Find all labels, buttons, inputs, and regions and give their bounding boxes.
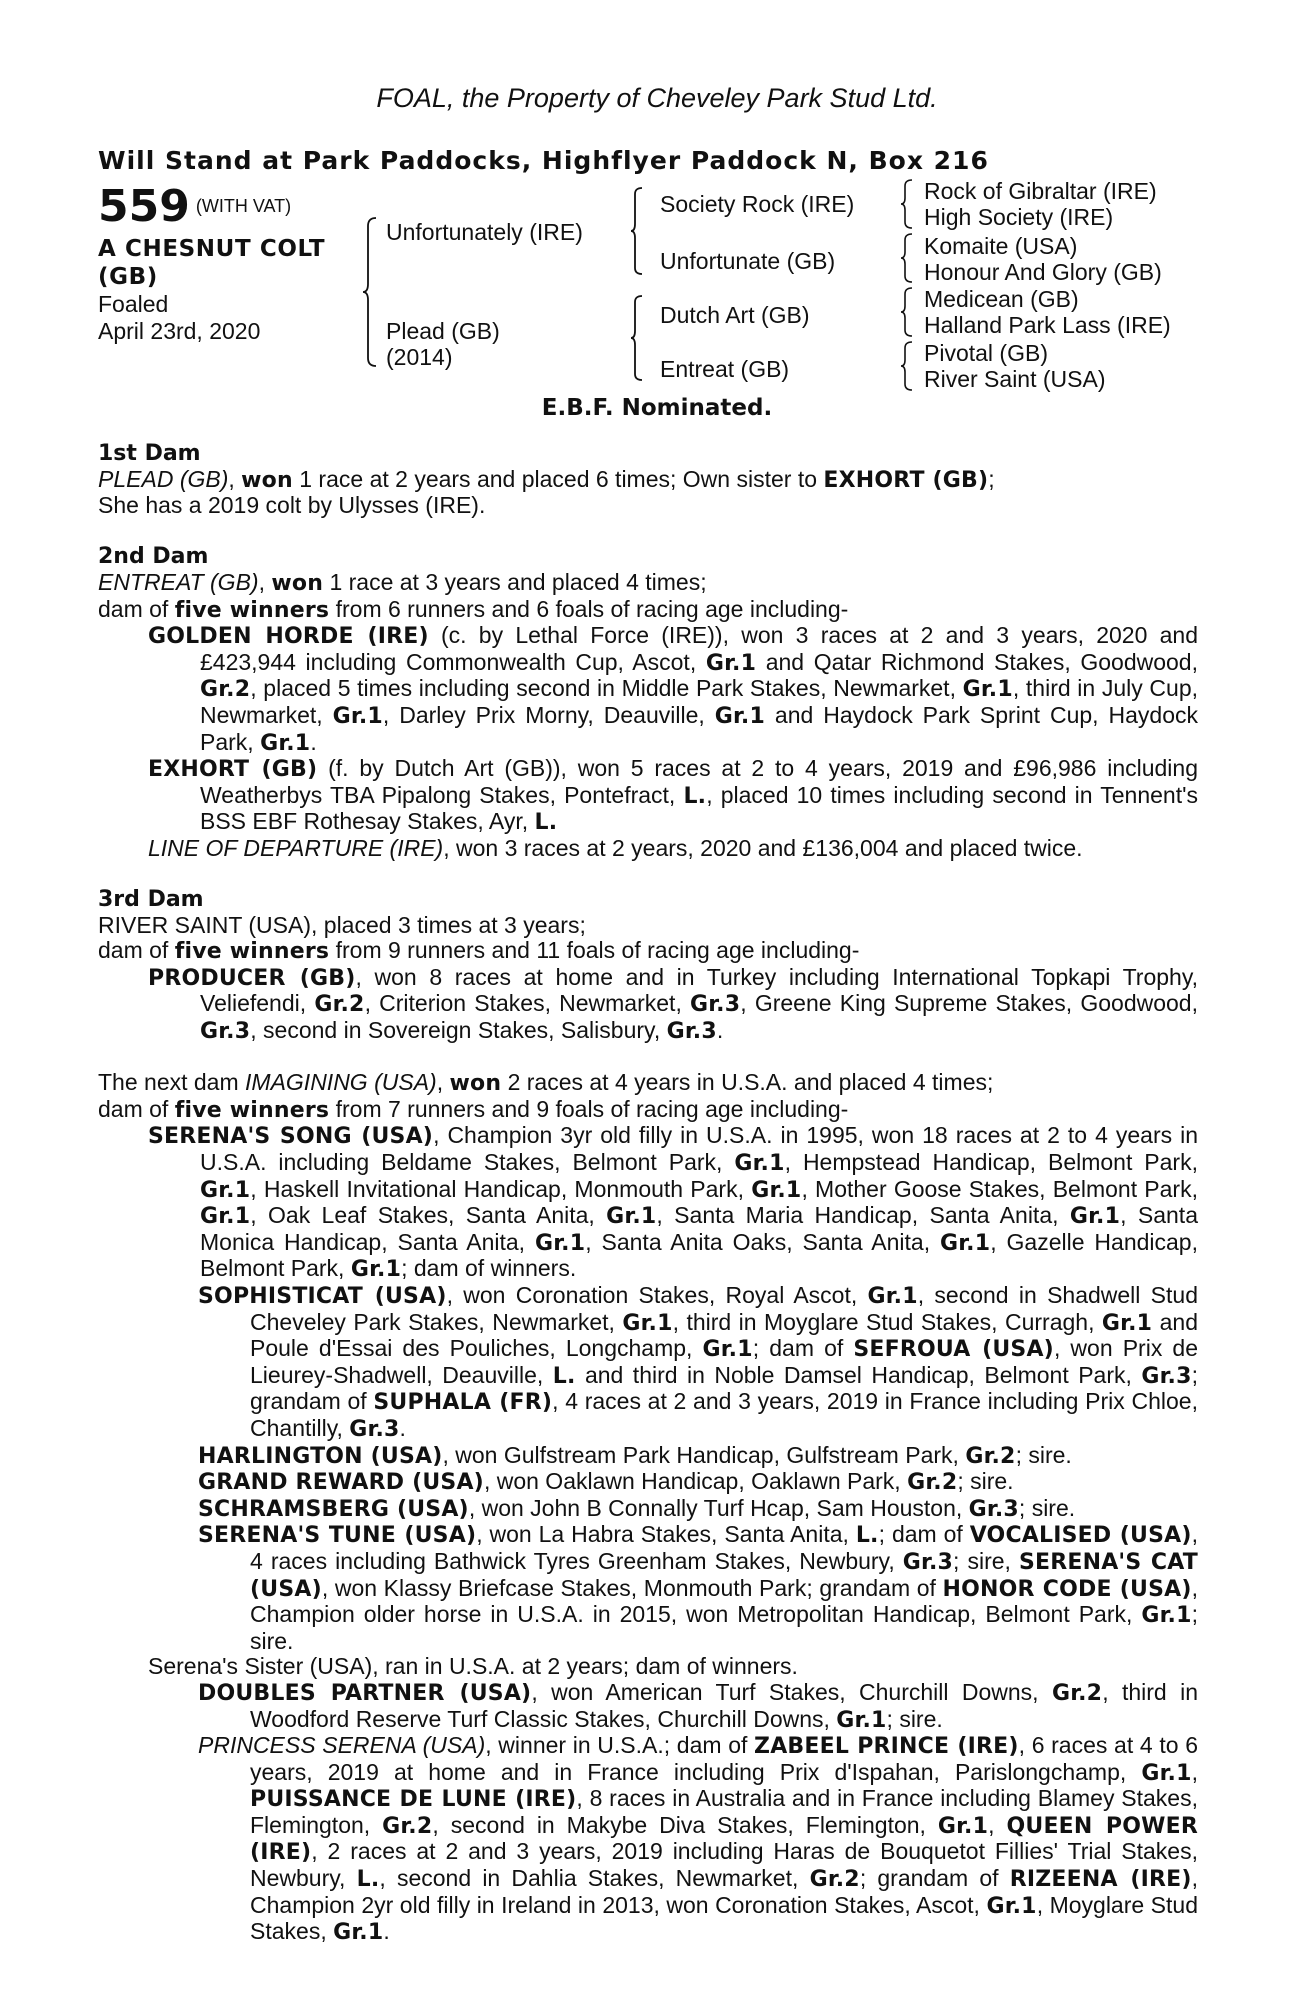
pedigree-dam-dam: Entreat (GB) bbox=[660, 356, 790, 382]
text-bold: won bbox=[449, 1071, 502, 1097]
text: , 8 races in Australia and in France including Blamey Stakes, Flemington, bbox=[250, 1785, 1198, 1838]
first-dam-produce: She has a 2019 colt by Ulysses (IRE). bbox=[98, 492, 486, 519]
text: , second in Shadwell Stud Cheveley Park Stakes, Newmarket, bbox=[250, 1282, 1198, 1335]
pedigree-notes bbox=[98, 441, 1198, 1946]
text: ; sire. bbox=[886, 1705, 943, 1732]
horse-name-bold: RIZEENA (IRE) bbox=[1009, 1867, 1192, 1893]
text-bold: five winners bbox=[174, 939, 330, 965]
grade: Gr.1 bbox=[705, 650, 757, 676]
pedigree-brace-dam bbox=[630, 294, 644, 382]
horse-name-bold: SEFROUA (USA) bbox=[853, 1337, 1054, 1363]
vat-note: (WITH VAT) bbox=[195, 196, 292, 216]
grade: Gr.1 bbox=[714, 703, 765, 729]
grade: Gr.3 bbox=[690, 992, 741, 1018]
text: , second in Dahlia Stakes, Newmarket, bbox=[379, 1865, 810, 1892]
grade: Gr.1 bbox=[622, 1310, 673, 1336]
text: ; sire. bbox=[1018, 1494, 1076, 1521]
grade: Gr.1 bbox=[937, 1813, 989, 1839]
first-dam-record bbox=[98, 467, 1198, 494]
produce-entry-line-of-departure bbox=[98, 836, 1198, 862]
pedigree-brace-sire bbox=[630, 186, 644, 276]
text: , bbox=[1191, 1758, 1198, 1785]
text: ; grandam of bbox=[250, 1361, 1198, 1415]
grade: Gr.1 bbox=[962, 677, 1013, 703]
second-dam-record bbox=[98, 570, 1198, 597]
grade: Gr.2 bbox=[314, 992, 365, 1018]
horse-name-bold: GOLDEN HORDE (IRE) bbox=[148, 624, 429, 650]
produce-entry-producer bbox=[98, 965, 1198, 1045]
text-bold: won bbox=[271, 570, 324, 596]
text: , Santa Anita Oaks, Santa Anita, bbox=[585, 1228, 940, 1255]
horse-name: ENTREAT (GB) bbox=[98, 568, 259, 595]
pedigree-brace-g1 bbox=[900, 178, 914, 230]
horse-name: PLEAD (GB) bbox=[98, 465, 229, 492]
text: (c. by Lethal Force (IRE)), won 3 races at 2 and 3 years, 2020 and £423,944 including Commonwealth Cup, Ascot, bbox=[200, 622, 1198, 675]
text: 2 races at 4 years in U.S.A. and placed 4 times; bbox=[501, 1069, 994, 1096]
grade: Gr.1 bbox=[606, 1204, 657, 1230]
text: dam of bbox=[98, 595, 175, 622]
grade: Gr.3 bbox=[1141, 1363, 1192, 1389]
text: ; sire, bbox=[953, 1547, 1019, 1574]
lot-description bbox=[98, 235, 358, 291]
produce-entry-exhort bbox=[98, 756, 1198, 836]
grade: L. bbox=[855, 1523, 879, 1549]
text: , won John B Connally Turf Hcap, Sam Houston, bbox=[468, 1494, 969, 1521]
text: , won American Turf Stakes, Churchill Downs, bbox=[531, 1678, 1052, 1705]
pedigree-g8: River Saint (USA) bbox=[924, 366, 1106, 392]
horse-name-bold: SERENA'S CAT (USA) bbox=[250, 1549, 1198, 1602]
text: (f. by Dutch Art (GB)), won 5 races at 2 to 4 years, 2019 and £96,986 including Weatherbys TBA Pipalong Stakes, Pontefract, bbox=[200, 755, 1198, 808]
text: ; sire. bbox=[957, 1468, 1014, 1495]
text: from 9 runners and 11 foals of racing age including- bbox=[329, 937, 860, 964]
lot-description-line2: (GB) bbox=[98, 264, 158, 290]
text: , bbox=[258, 568, 272, 595]
text: and Haydock Park Sprint Cup, Haydock Park, bbox=[200, 701, 1198, 755]
horse-name-bold: PUISSANCE DE LUNE (IRE) bbox=[250, 1787, 577, 1813]
horse-name-bold: HARLINGTON (USA) bbox=[198, 1443, 443, 1469]
text-bold: five winners bbox=[174, 597, 330, 623]
pedigree-brace-g3 bbox=[900, 286, 914, 338]
grade: Gr.1 bbox=[1101, 1310, 1153, 1336]
text: dam of bbox=[98, 1095, 175, 1122]
text: , Darley Prix Morny, Deauville, bbox=[382, 701, 715, 728]
grade: Gr.3 bbox=[902, 1549, 954, 1575]
grade: Gr.2 bbox=[382, 1813, 433, 1839]
lot-number: 559 bbox=[98, 181, 190, 232]
stand-location: Will Stand at Park Paddocks, Highflyer Paddock N, Box 216 bbox=[98, 146, 989, 175]
text: and Poule d'Essai des Pouliches, Longchamp, bbox=[250, 1308, 1198, 1362]
text: , Criterion Stakes, Newmarket, bbox=[364, 990, 691, 1017]
horse-name-bold: SERENA'S SONG (USA) bbox=[148, 1124, 434, 1150]
text: . bbox=[399, 1414, 406, 1441]
horse-name-bold: SOPHISTICAT (USA) bbox=[198, 1284, 447, 1309]
grade: Gr.3 bbox=[968, 1496, 1019, 1522]
text: , 4 races at 2 and 3 years, 2019 in France including Prix Chloe, Chantilly, bbox=[250, 1388, 1198, 1441]
text: , bbox=[228, 465, 242, 492]
text: , third in Woodford Reserve Turf Classic Stakes, Churchill Downs, bbox=[250, 1678, 1198, 1732]
first-dam-heading: 1st Dam bbox=[98, 441, 201, 466]
text: ; sire. bbox=[1015, 1441, 1072, 1468]
text: , third in July Cup, Newmarket, bbox=[200, 675, 1198, 728]
text: , placed 10 times including second in Tennent's BSS EBF Rothesay Stakes, Ayr, bbox=[200, 781, 1198, 835]
text: , Gazelle Handicap, Belmont Park, bbox=[200, 1228, 1198, 1282]
grade: Gr.1 bbox=[200, 1204, 251, 1230]
third-dam-record: RIVER SAINT (USA), placed 3 times at 3 years; bbox=[98, 911, 586, 938]
produce-entry-harlington bbox=[98, 1443, 1198, 1470]
horse-name-bold: SCHRAMSBERG (USA) bbox=[198, 1496, 469, 1522]
grade: Gr.1 bbox=[734, 1151, 785, 1177]
horse-name-bold: GRAND REWARD (USA) bbox=[198, 1470, 484, 1496]
produce-entry-serenas-song bbox=[98, 1123, 1198, 1283]
grade: L. bbox=[552, 1363, 576, 1389]
lot-description-line1: A CHESNUT COLT bbox=[98, 236, 326, 262]
text: , Mother Goose Stakes, Belmont Park, bbox=[801, 1175, 1198, 1202]
pedigree-g6: Halland Park Lass (IRE) bbox=[924, 312, 1171, 338]
pedigree-g1: Rock of Gibraltar (IRE) bbox=[924, 178, 1157, 204]
text: , 4 races including Bathwick Tyres Greenham Stakes, Newbury, bbox=[250, 1521, 1198, 1574]
horse-name-bold: VOCALISED (USA) bbox=[969, 1523, 1192, 1549]
text: , second in Sovereign Stakes, Salisbury, bbox=[250, 1017, 667, 1044]
grade: Gr.1 bbox=[1069, 1204, 1121, 1230]
pedigree-g3: Komaite (USA) bbox=[924, 233, 1078, 259]
grade: Gr.1 bbox=[200, 1177, 251, 1203]
second-dam-heading: 2nd Dam bbox=[98, 544, 209, 570]
grade: Gr.1 bbox=[751, 1177, 802, 1203]
text: , winner in U.S.A.; dam of bbox=[485, 1732, 755, 1759]
pedigree-g2: High Society (IRE) bbox=[924, 204, 1114, 230]
ebf-nominated: E.B.F. Nominated. bbox=[541, 395, 773, 421]
text: 1 race at 3 years and placed 4 times; bbox=[323, 568, 707, 595]
grade: Gr.1 bbox=[1141, 1603, 1192, 1629]
text: , bbox=[988, 1811, 1007, 1838]
grade: Gr.1 bbox=[260, 730, 311, 756]
horse-name-bold: SUPHALA (FR) bbox=[373, 1390, 553, 1416]
pedigree-sire: Unfortunately (IRE) bbox=[386, 219, 583, 245]
text: ; dam of winners. bbox=[401, 1255, 577, 1282]
grade: Gr.1 bbox=[332, 703, 383, 729]
horse-name-bold: DOUBLES PARTNER (USA) bbox=[198, 1680, 532, 1706]
text: , won 8 races at home and in Turkey including International Topkapi Trophy, Veliefendi, bbox=[200, 963, 1198, 1017]
pedigree-sire-sire: Society Rock (IRE) bbox=[660, 191, 855, 217]
produce-entry-schramsberg bbox=[98, 1496, 1198, 1523]
text: , Santa Maria Handicap, Santa Anita, bbox=[656, 1202, 1070, 1229]
grade: Gr.1 bbox=[986, 1893, 1037, 1919]
grade: Gr.2 bbox=[907, 1470, 958, 1496]
text: ; dam of bbox=[878, 1521, 970, 1548]
grade: Gr.3 bbox=[666, 1019, 717, 1045]
pedigree-dam-year: (2014) bbox=[386, 344, 453, 370]
produce-entry-golden-horde bbox=[98, 623, 1198, 756]
text: , Oak Leaf Stakes, Santa Anita, bbox=[250, 1202, 607, 1229]
grade: Gr.1 bbox=[534, 1230, 586, 1256]
pedigree-dam: Plead (GB) bbox=[386, 318, 500, 344]
foaled-date: April 23rd, 2020 bbox=[98, 318, 261, 344]
text: , 6 races at 4 to 6 years, 2019 at home and in France including Prix d'Ispahan, Parislongchamp, bbox=[250, 1732, 1198, 1785]
pedigree-brace-g2 bbox=[900, 232, 914, 284]
pedigree-brace-main bbox=[362, 216, 378, 368]
grade: Gr.2 bbox=[1051, 1680, 1103, 1706]
text: . bbox=[716, 1017, 724, 1044]
text: dam of bbox=[98, 937, 175, 964]
pedigree-g7: Pivotal (GB) bbox=[924, 340, 1048, 366]
grade: Gr.1 bbox=[867, 1284, 918, 1309]
next-dam-summary bbox=[98, 1097, 1198, 1124]
produce-entry-grand-reward bbox=[98, 1469, 1198, 1496]
text: ; bbox=[988, 465, 995, 492]
text: . bbox=[383, 1918, 390, 1945]
text: , bbox=[436, 1069, 450, 1096]
third-dam-heading: 3rd Dam bbox=[98, 887, 204, 913]
grade: L. bbox=[534, 810, 558, 836]
foaled-label: Foaled bbox=[98, 291, 169, 317]
pedigree-brace-g4 bbox=[900, 340, 914, 392]
text: . bbox=[310, 728, 317, 755]
pedigree-g5: Medicean (GB) bbox=[924, 286, 1079, 312]
produce-entry-princess-serena bbox=[98, 1733, 1198, 1946]
lot-block bbox=[98, 183, 358, 345]
grade: L. bbox=[356, 1867, 380, 1893]
text: , Hempstead Handicap, Belmont Park, bbox=[784, 1149, 1198, 1176]
text: , Moyglare Stud Stakes, bbox=[250, 1891, 1198, 1945]
text: , Haskell Invitational Handicap, Monmouth Park, bbox=[250, 1175, 752, 1202]
pedigree-dam-sire: Dutch Art (GB) bbox=[660, 302, 810, 328]
produce-entry-doubles-partner bbox=[98, 1680, 1198, 1733]
text: and third in Noble Damsel Handicap, Belmont Park, bbox=[575, 1361, 1142, 1388]
text: , Champion 2yr old filly in Ireland in 2013, won Coronation Stakes, Ascot, bbox=[250, 1865, 1198, 1918]
text: , won 3 races at 2 years, 2020 and £136,004 and placed twice. bbox=[443, 834, 1083, 861]
text: , Champion older horse in U.S.A. in 2015, won Metropolitan Handicap, Belmont Park, bbox=[250, 1574, 1198, 1628]
horse-name: IMAGINING (USA) bbox=[245, 1069, 437, 1096]
horse-name: PRINCESS SERENA (USA) bbox=[198, 1732, 486, 1759]
grade: Gr.2 bbox=[965, 1443, 1016, 1469]
text: from 6 runners and 6 foals of racing age including- bbox=[329, 595, 849, 622]
text: from 7 runners and 9 foals of racing age including- bbox=[329, 1095, 849, 1122]
horse-name-bold: ZABEEL PRINCE (IRE) bbox=[754, 1734, 1019, 1760]
next-dam-record bbox=[98, 1070, 1198, 1097]
horse-name-bold: EXHORT (GB) bbox=[823, 467, 989, 493]
third-dam-summary bbox=[98, 938, 1198, 965]
text: ; dam of bbox=[752, 1335, 854, 1362]
grade: Gr.2 bbox=[809, 1867, 860, 1893]
horse-name-bold: QUEEN POWER (IRE) bbox=[250, 1813, 1198, 1866]
text: , won Coronation Stakes, Royal Ascot, bbox=[446, 1282, 868, 1308]
text: , won Gulfstream Park Handicap, Gulfstream Park, bbox=[442, 1441, 966, 1468]
text: , won Prix de Lieurey-Shadwell, Deauville, bbox=[250, 1335, 1198, 1388]
grade: Gr.1 bbox=[836, 1707, 887, 1733]
text: , won La Habra Stakes, Santa Anita, bbox=[476, 1521, 856, 1548]
text: , won Klassy Briefcase Stakes, Monmouth Park; grandam of bbox=[321, 1574, 943, 1601]
horse-name: LINE OF DEPARTURE (IRE) bbox=[148, 834, 444, 861]
text-bold: won bbox=[241, 467, 293, 493]
grade: L. bbox=[683, 783, 707, 809]
text: ; grandam of bbox=[859, 1865, 1010, 1892]
text: 1 race at 2 years and placed 6 times; Own sister to bbox=[292, 465, 824, 492]
pedigree-sire-dam: Unfortunate (GB) bbox=[660, 248, 836, 274]
grade: Gr.1 bbox=[350, 1257, 402, 1283]
produce-entry-serenas-sister: Serena's Sister (USA), ran in U.S.A. at 2 years; dam of winners. bbox=[148, 1653, 798, 1680]
pedigree-g4: Honour And Glory (GB) bbox=[924, 259, 1162, 285]
horse-name-bold: HONOR CODE (USA) bbox=[942, 1576, 1192, 1602]
horse-name-bold: SERENA'S TUNE (USA) bbox=[198, 1523, 477, 1549]
grade: Gr.1 bbox=[333, 1920, 384, 1946]
text: , second in Makybe Diva Stakes, Flemington, bbox=[432, 1811, 938, 1838]
page-title: FOAL, the Property of Cheveley Park Stud Ltd. bbox=[376, 83, 938, 113]
text: The next dam bbox=[98, 1069, 246, 1096]
text: , Santa Monica Handicap, Santa Anita, bbox=[200, 1202, 1198, 1255]
grade: Gr.3 bbox=[200, 1019, 251, 1045]
text: ; sire. bbox=[250, 1601, 1198, 1654]
horse-name-bold: EXHORT (GB) bbox=[148, 757, 318, 783]
grade: Gr.3 bbox=[349, 1416, 400, 1442]
produce-entry-serenas-tune bbox=[98, 1522, 1198, 1654]
grade: Gr.2 bbox=[200, 677, 251, 703]
text: , 2 races at 2 and 3 years, 2019 including Haras de Bouquetot Fillies' Trial Stakes, Newbury, bbox=[250, 1838, 1198, 1892]
horse-name-bold: PRODUCER (GB) bbox=[148, 965, 356, 991]
text: , Greene King Supreme Stakes, Goodwood, bbox=[740, 990, 1198, 1017]
text-bold: five winners bbox=[174, 1097, 330, 1123]
grade: Gr.1 bbox=[702, 1337, 753, 1363]
text: and Qatar Richmond Stakes, Goodwood, bbox=[756, 648, 1198, 675]
grade: Gr.1 bbox=[940, 1230, 991, 1256]
text: , won Oaklawn Handicap, Oaklawn Park, bbox=[483, 1468, 908, 1495]
text: , Champion 3yr old filly in U.S.A. in 1995, won 18 races at 2 to 4 years in U.S.A. including Beldame Stakes, Belmont Park, bbox=[200, 1122, 1199, 1176]
second-dam-summary bbox=[98, 597, 1198, 624]
grade: Gr.1 bbox=[1141, 1760, 1192, 1786]
text: , third in Moyglare Stud Stakes, Curragh, bbox=[672, 1308, 1102, 1335]
produce-entry-sophisticat bbox=[98, 1283, 1198, 1443]
text: , placed 5 times including second in Middle Park Stakes, Newmarket, bbox=[250, 675, 963, 702]
